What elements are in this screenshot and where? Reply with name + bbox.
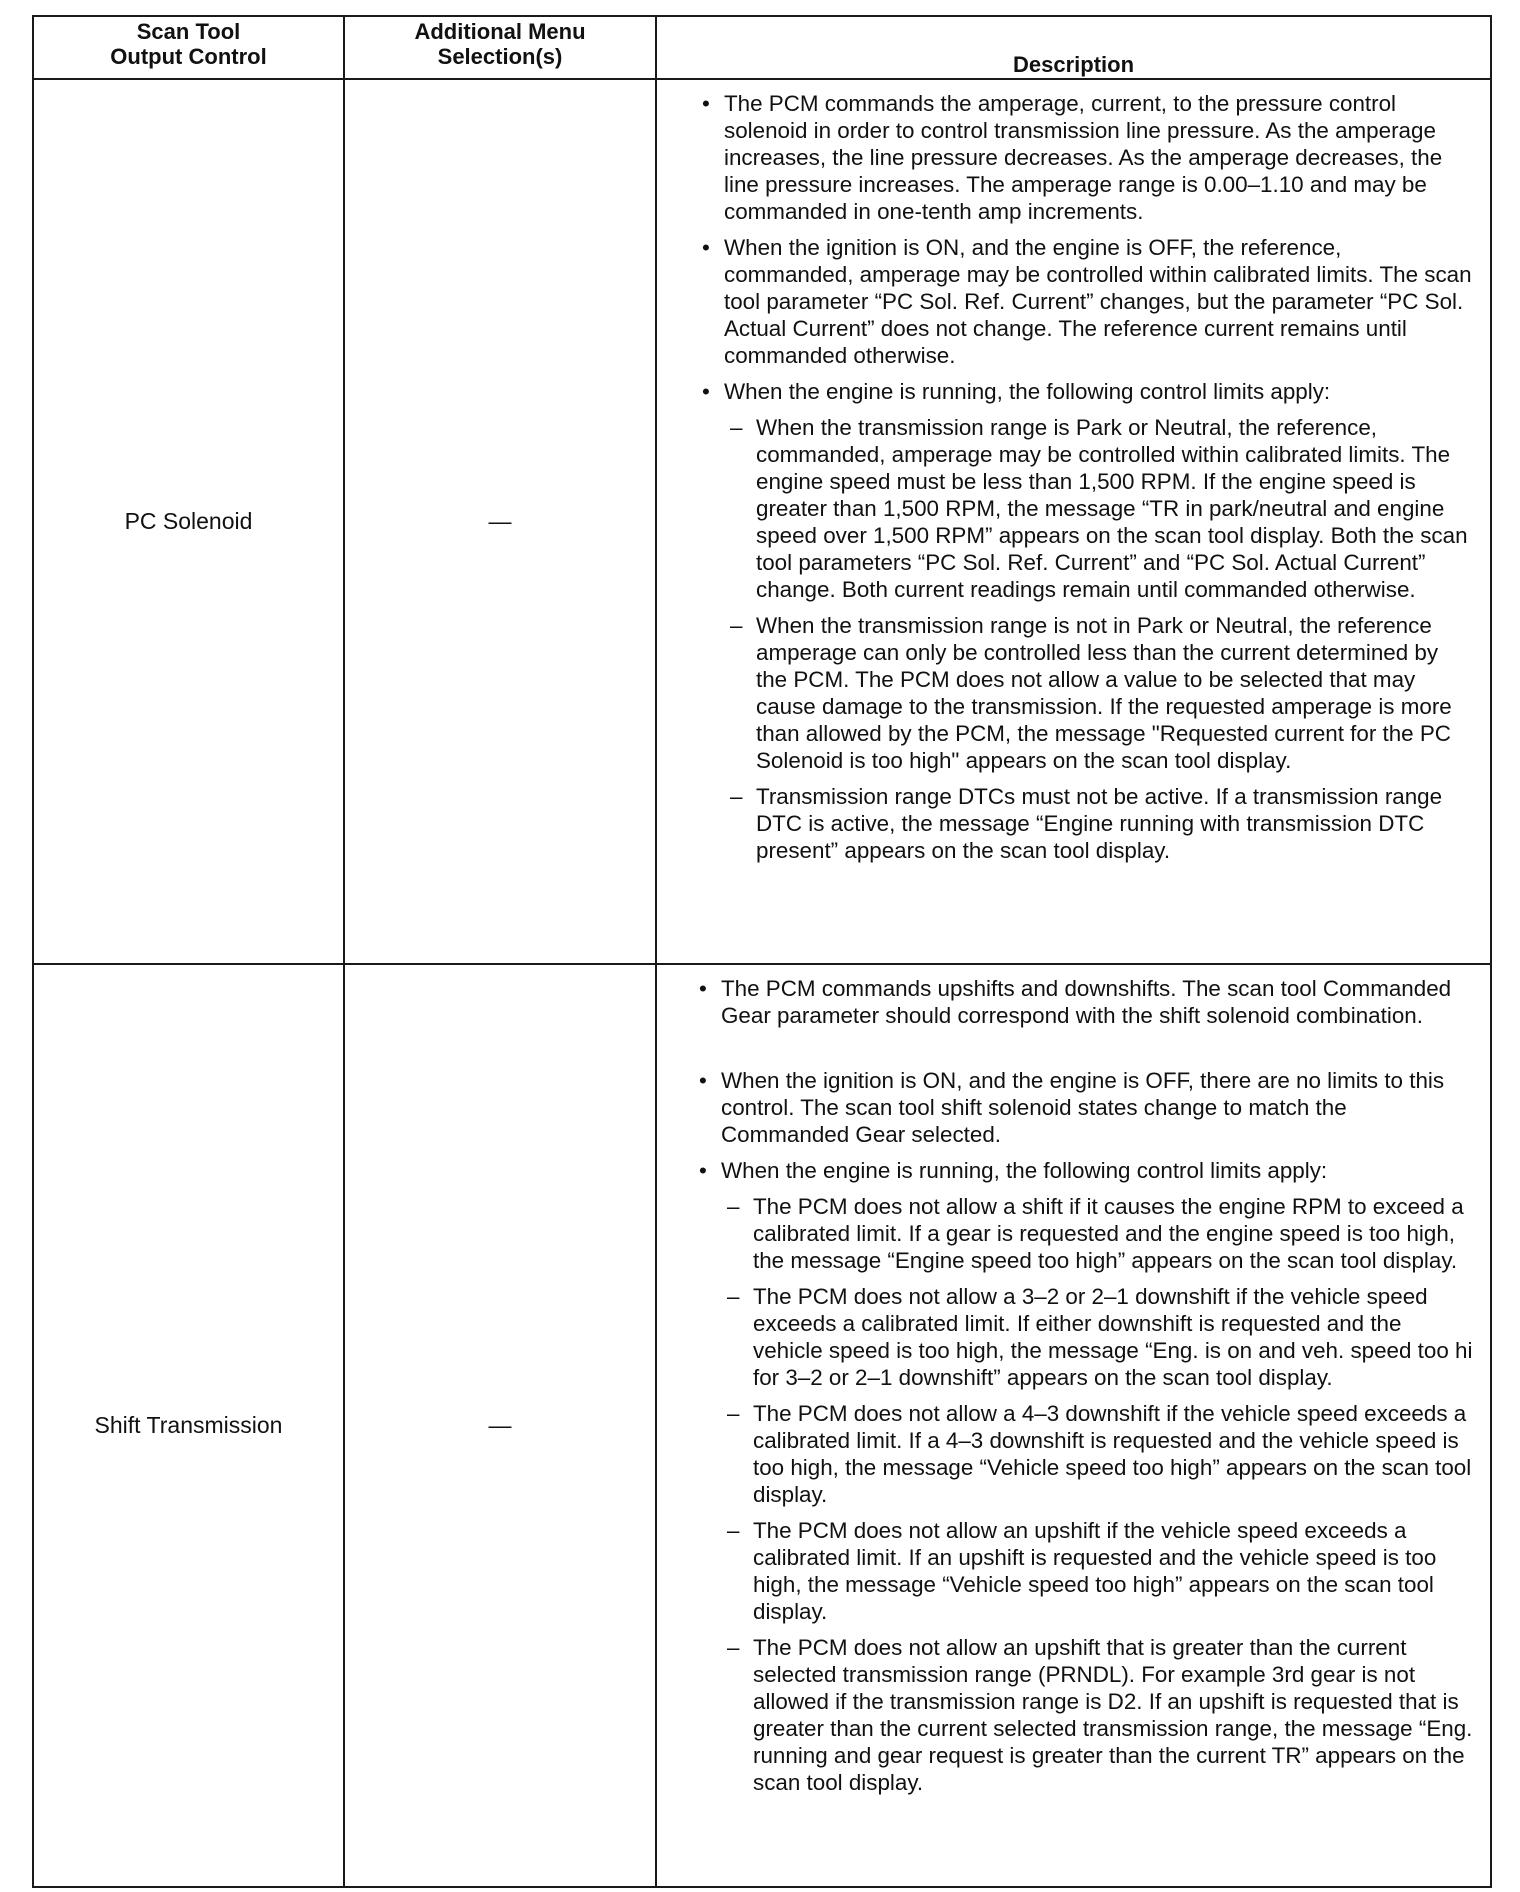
menu-selection: — [488,508,512,534]
description-bullet: • When the ignition is ON, and the engine is OFF, there are no limits to this control. The scan tool shift solenoid states change to match the Commanded Gear selected. [694,1067,1474,1148]
header-col2-line1: Additional Menu [414,19,586,44]
table-header-row [34,17,1490,78]
control-name-cell [34,965,345,1886]
header-scan-tool-output-control [34,17,345,78]
description-bullet: • When the engine is running, the following control limits apply: [694,1157,1474,1184]
header-additional-menu-selections [345,17,657,78]
table-row [34,963,1490,1886]
description-sub-item: – The PCM does not allow a shift if it causes the engine RPM to exceed a calibrated limit. If a gear is requested and the engine speed is too high, the message “Engine speed too high” appears on the scan tool display. [694,1193,1474,1274]
description-bullet: • When the engine is running, the following control limits apply: [697,378,1474,405]
output-control-table [32,15,1492,1888]
description-sub-item: – When the transmission range is Park or Neutral, the reference, commanded, amperage may be controlled within calibrated limits. The engine speed must be less than 1,500 RPM. If the engine speed is greater than 1,500 RPM, the message “TR in park/neutral and engine speed over 1,500 RPM” appears on the scan tool display. Both the scan tool parameters “PC Sol. Ref. Current” and “PC Sol. Actual Current” change. Both current readings remain until commanded otherwise. [697,414,1474,603]
description-bullet: • When the ignition is ON, and the engine is OFF, the reference, commanded, amperage may be controlled within calibrated limits. The scan tool parameter “PC Sol. Ref. Current” changes, but the parameter “PC Sol. Actual Current” does not change. The reference current remains until commanded otherwise. [697,234,1474,369]
control-name: Shift Transmission [94,1412,283,1438]
control-name: PC Solenoid [124,508,253,534]
description-cell [657,80,1490,963]
header-description [657,17,1490,78]
description-cell [657,965,1490,1886]
description-sub-item: – The PCM does not allow a 4–3 downshift if the vehicle speed exceeds a calibrated limit. If a 4–3 downshift is requested and the vehicle speed is too high, the message “Vehicle speed too high” appears on the scan tool display. [694,1400,1474,1508]
header-col2-line2: Selection(s) [437,44,563,69]
description-sub-item: – Transmission range DTCs must not be active. If a transmission range DTC is active, the message “Engine running with transmission DTC present” appears on the scan tool display. [697,783,1474,864]
description-sub-item: – The PCM does not allow a 3–2 or 2–1 downshift if the vehicle speed exceeds a calibrated limit. If either downshift is requested and the vehicle speed is too high, the message “Eng. is on and veh. speed too hi for 3–2 or 2–1 downshift” appears on the scan tool display. [694,1283,1474,1391]
table-row [34,78,1490,963]
spacer [694,1038,1474,1067]
description-sub-item: – The PCM does not allow an upshift if the vehicle speed exceeds a calibrated limit. If an upshift is requested and the vehicle speed is too high, the message “Vehicle speed too high” appears on the scan tool display. [694,1517,1474,1625]
menu-selection: — [488,1412,512,1438]
description-bullet: • The PCM commands the amperage, current, to the pressure control solenoid in order to control transmission line pressure. As the amperage increases, the line pressure decreases. As the amperage decreases, the line pressure increases. The amperage range is 0.00–1.10 and may be commanded in one-tenth amp increments. [697,90,1474,225]
description-bullet: • The PCM commands upshifts and downshifts. The scan tool Commanded Gear parameter should correspond with the shift solenoid combination. [694,975,1474,1029]
header-col1-line1: Scan Tool [136,19,241,44]
menu-selection-cell [345,965,657,1886]
header-col1-line2: Output Control [110,44,267,69]
control-name-cell [34,80,345,963]
description-sub-item: – When the transmission range is not in Park or Neutral, the reference amperage can only be controlled less than the current determined by the PCM. The PCM does not allow a value to be selected that may cause damage to the transmission. If the requested amperage is more than allowed by the PCM, the message "Requested current for the PC Solenoid is too high" appears on the scan tool display. [697,612,1474,774]
description-sub-item: – The PCM does not allow an upshift that is greater than the current selected transmission range (PRNDL). For example 3rd gear is not allowed if the transmission range is D2. If an upshift is requested that is greater than the current selected transmission range, the message “Eng. running and gear request is greater than the current TR” appears on the scan tool display. [694,1634,1474,1796]
header-col3-label: Description [1012,52,1135,77]
menu-selection-cell [345,80,657,963]
